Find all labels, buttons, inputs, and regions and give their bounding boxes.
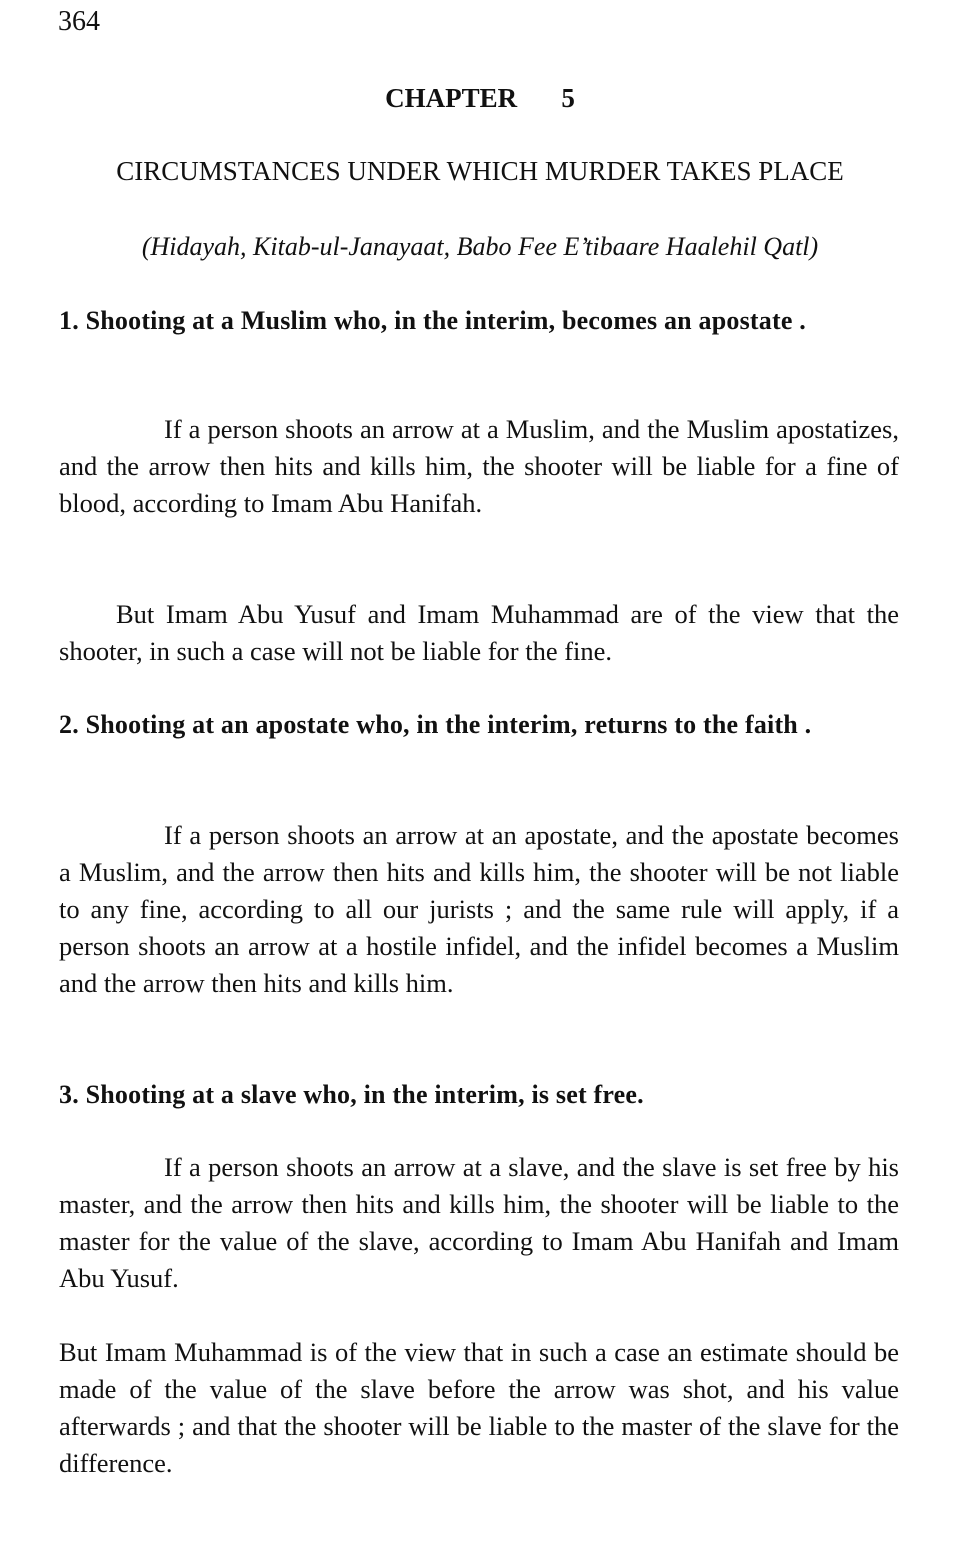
chapter-label-text: CHAPTER 5 [385,83,575,113]
section-2-heading: 2. Shooting at an apostate who, in the interim, returns to the faith . [59,710,812,739]
chapter-source-citation: (Hidayah, Kitab-ul-Janayaat, Babo Fee E’tibaare Haalehil Qatl) [141,232,819,261]
section-1-paragraph-1: If a person shoots an arrow at a Muslim, and the Muslim apostatizes, and the arrow then hits and kills him, the shooter will be liable for a fine of blood, according to Imam Abu Hanifah. [59,414,899,518]
chapter-title: CIRCUMSTANCES UNDER WHICH MURDER TAKES PLACE [116,156,844,186]
page-number: 364 [58,6,100,37]
section-3-heading: 3. Shooting at a slave who, in the interim, is set free. [59,1080,644,1109]
chapter-label [0,80,960,116]
section-1-paragraph-2: But Imam Abu Yusuf and Imam Muhammad are of the view that the shooter, in such a case will not be liable for the fine. [59,599,899,666]
section-2-paragraph-1: If a person shoots an arrow at an apostate, and the apostate becomes a Muslim, and the arrow then hits and kills him, the shooter will be not liable to any fine, according to all our jurists ; and the same rule will apply, if a person shoots an arrow at a hostile infidel, and the infidel becomes a Muslim and the arrow then hits and kills him. [59,820,899,998]
section-3-paragraph-1: If a person shoots an arrow at a slave, and the slave is set free by his master, and the arrow then hits and kills him, the shooter will be liable to the master for the value of the slave, according to Imam Abu Hanifah and Imam Abu Yusuf. [59,1152,899,1293]
section-1-heading: 1. Shooting at a Muslim who, in the interim, becomes an apostate . [59,306,806,335]
section-3-paragraph-2: But Imam Muhammad is of the view that in such a case an estimate should be made of the value of the slave before the arrow was shot, and his value afterwards ; and that the shooter will be liable to the master of the slave for the difference. [59,1337,899,1478]
